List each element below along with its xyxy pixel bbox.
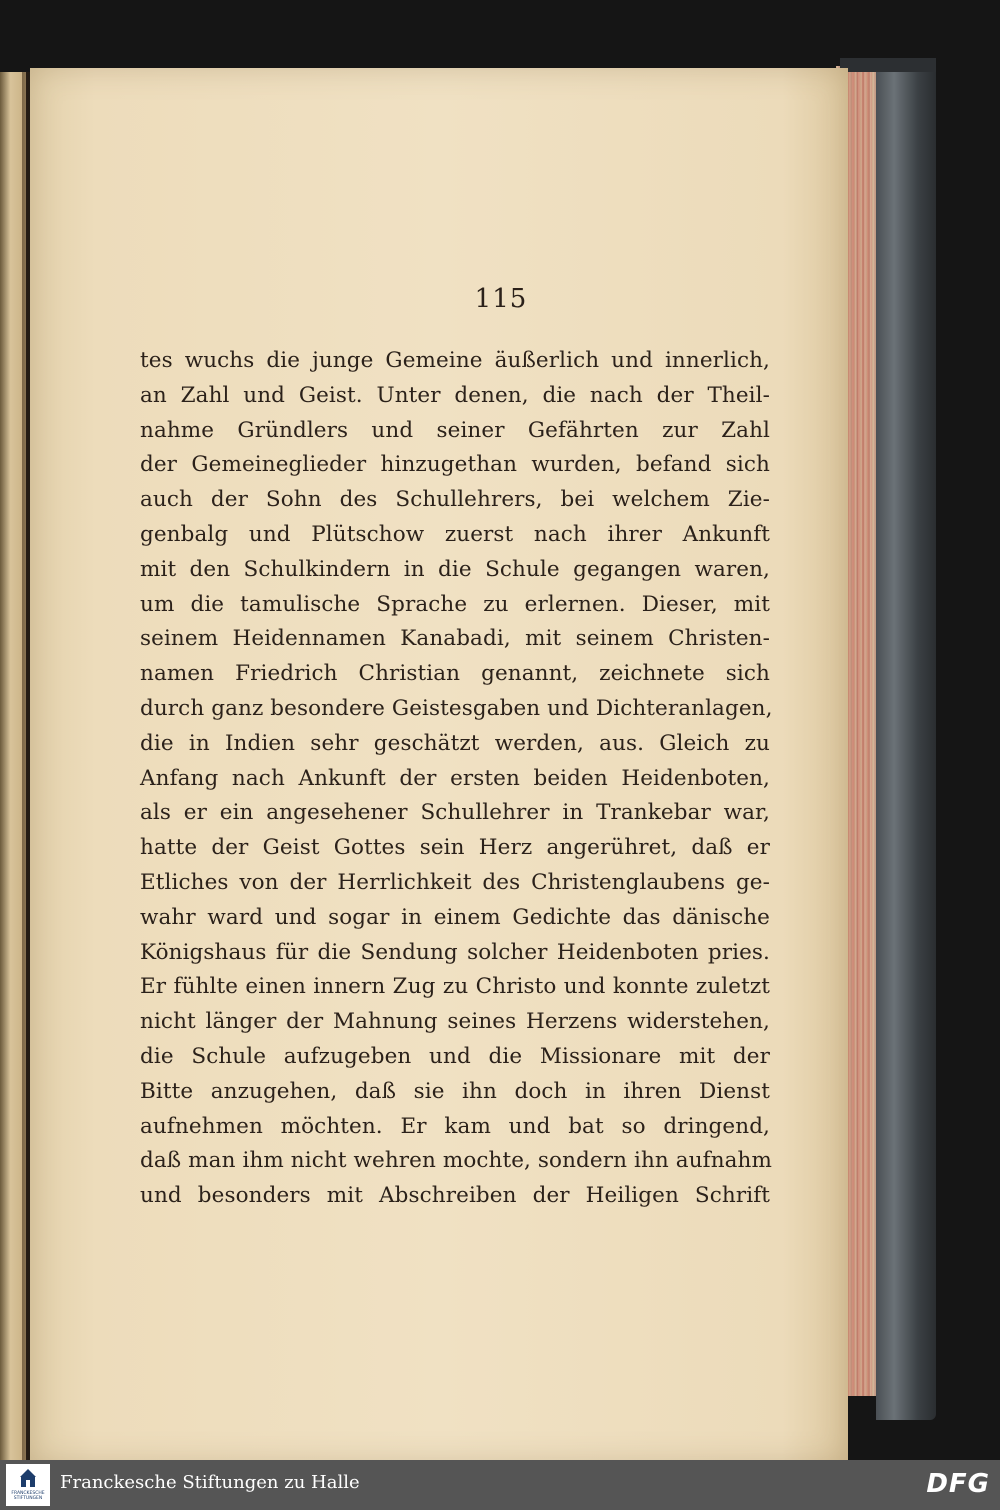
text-line: um die tamulische Sprache zu erlernen. Dieser, mit [140, 591, 770, 617]
text-line: auch der Sohn des Schullehrers, bei welchem Zie- [140, 487, 770, 513]
text-line: namen Friedrich Christian genannt, zeichnete sich [140, 661, 770, 687]
institution-name[interactable]: Franckesche Stiftungen zu Halle [60, 1472, 360, 1493]
text-line: nahme Gründlers und seiner Gefährten zur Zahl [140, 417, 770, 443]
book-cover-top [840, 58, 936, 72]
text-line: an Zahl und Geist. Unter denen, die nach der Theil- [140, 382, 770, 408]
text-line: durch ganz besondere Geistesgaben und Dichteranlagen, [140, 696, 773, 721]
text-line: nicht länger der Mahnung seines Herzens widerstehen, [140, 1009, 770, 1035]
book-page [30, 68, 848, 1460]
text-line: Etliches von der Herrlichkeit des Christenglaubens ge- [140, 870, 770, 895]
footer-bar [0, 1460, 1000, 1510]
page-number: 115 [474, 284, 528, 314]
text-line: genbalg und Plütschow zuerst nach ihrer Ankunft [140, 522, 770, 547]
logo-text: FRANCKESCHE STIFTUNGEN [11, 1491, 45, 1501]
franckesche-stiftungen-logo[interactable] [6, 1464, 50, 1506]
text-line: tes wuchs die junge Gemeine äußerlich und innerlich, [140, 348, 770, 373]
text-line: als er ein angesehener Schullehrer in Trankebar war, [140, 800, 770, 826]
text-line: hatte der Geist Gottes sein Herz angerühret, daß er [140, 835, 770, 861]
text-line: aufnehmen möchten. Er kam und bat so dringend, [140, 1113, 770, 1139]
text-line: die Schule aufzugeben und die Missionare mit der [140, 1044, 770, 1069]
building-icon [20, 1468, 36, 1488]
text-line: daß man ihm nicht wehren mochte, sondern ihn aufnahm [140, 1148, 772, 1174]
text-line: Bitte anzugehen, daß sie ihn doch in ihren Dienst [140, 1078, 770, 1104]
text-line: mit den Schulkindern in die Schule gegangen waren, [140, 556, 770, 582]
text-line: der Gemeineglieder hinzugethan wurden, befand sich [140, 452, 770, 478]
text-line: Er fühlte einen innern Zug zu Christo und konnte zuletzt [140, 974, 770, 1000]
text-line: seinem Heidennamen Kanabadi, mit seinem Christen- [140, 626, 770, 652]
text-line: Anfang nach Ankunft der ersten beiden Heidenboten, [140, 765, 770, 791]
text-line: wahr ward und sogar in einem Gedichte das dänische [140, 904, 770, 930]
book-cover-board [876, 60, 936, 1420]
text-line: und besonders mit Abschreiben der Heiligen Schrift [140, 1183, 770, 1209]
red-edge-tint [848, 66, 872, 1396]
text-line: Königshaus für die Sendung solcher Heidenboten pries. [140, 939, 770, 965]
text-line: die in Indien sehr geschätzt werden, aus. Gleich zu [140, 730, 770, 756]
dfg-logo[interactable]: DFG [926, 1469, 990, 1499]
